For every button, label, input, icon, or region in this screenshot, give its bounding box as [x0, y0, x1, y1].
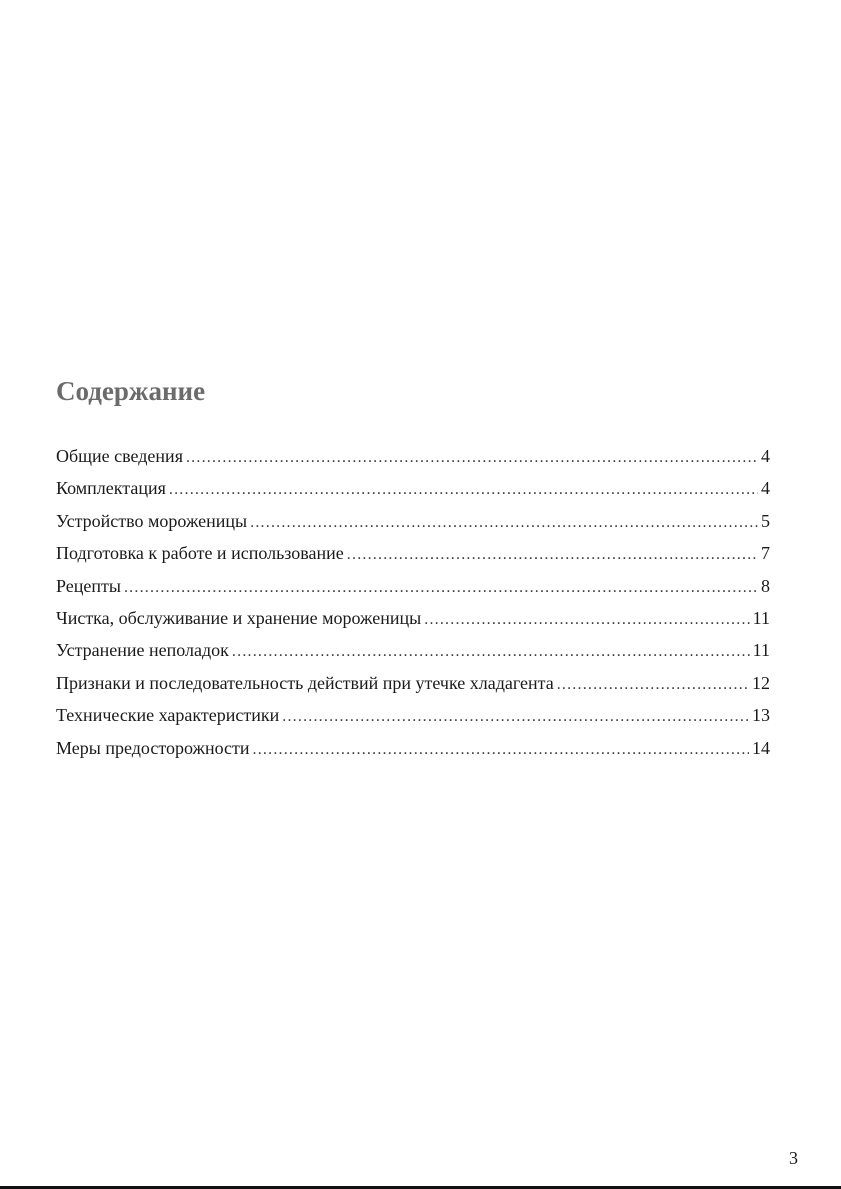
- toc-entry-troubleshooting[interactable]: [56, 634, 770, 666]
- toc-entry-cleaning-maintenance[interactable]: [56, 602, 770, 634]
- toc-entry-label: Комплектация: [56, 478, 166, 499]
- dot-leader: [124, 572, 758, 604]
- page-title: Содержание: [56, 376, 206, 406]
- page-number: 3: [789, 1148, 798, 1168]
- toc-entry-page: 13: [752, 705, 770, 726]
- dot-leader: [557, 669, 749, 701]
- toc-entry-page: 5: [761, 510, 770, 531]
- toc-entry-package-contents[interactable]: [56, 472, 770, 504]
- toc-entry-device-structure[interactable]: [56, 505, 770, 537]
- toc-entry-label: Устранение неполадок: [56, 640, 229, 661]
- toc-entry-page: 4: [761, 478, 770, 499]
- toc-entry-page: 7: [761, 543, 770, 564]
- toc-entry-label: Чистка, обслуживание и хранение мороженицы: [56, 607, 422, 628]
- dot-leader: [169, 474, 758, 506]
- dot-leader: [424, 604, 749, 636]
- dot-leader: [347, 539, 758, 571]
- toc-entry-specifications[interactable]: [56, 699, 770, 731]
- table-of-contents: [56, 440, 770, 764]
- toc-entry-page: 11: [752, 607, 770, 628]
- dot-leader: [232, 636, 750, 668]
- toc-entry-page: 8: [761, 575, 770, 596]
- toc-entry-refrigerant-leak[interactable]: [56, 667, 770, 699]
- toc-entry-general-info[interactable]: [56, 440, 770, 472]
- dot-leader: [282, 701, 749, 733]
- toc-entry-safety-precautions[interactable]: [56, 732, 770, 764]
- toc-entry-label: Технические характеристики: [56, 705, 280, 726]
- toc-entry-label: Признаки и последовательность действий при утечке хладагента: [56, 672, 554, 693]
- dot-leader: [253, 734, 749, 766]
- toc-entry-label: Подготовка к работе и использование: [56, 543, 344, 564]
- toc-entry-recipes[interactable]: [56, 570, 770, 602]
- toc-entry-label: Общие сведения: [56, 446, 183, 466]
- dot-leader: [250, 507, 758, 539]
- toc-entry-page: 12: [752, 672, 770, 693]
- toc-entry-page: 14: [752, 737, 770, 758]
- dot-leader: [186, 442, 758, 474]
- toc-entry-label: Устройство мороженицы: [56, 510, 248, 531]
- toc-entry-label: Рецепты: [56, 575, 121, 596]
- toc-entry-label: Меры предосторожности: [56, 737, 250, 758]
- toc-entry-page: 4: [761, 446, 770, 466]
- toc-entry-page: 11: [752, 640, 770, 661]
- toc-entry-preparation-and-use[interactable]: [56, 537, 770, 569]
